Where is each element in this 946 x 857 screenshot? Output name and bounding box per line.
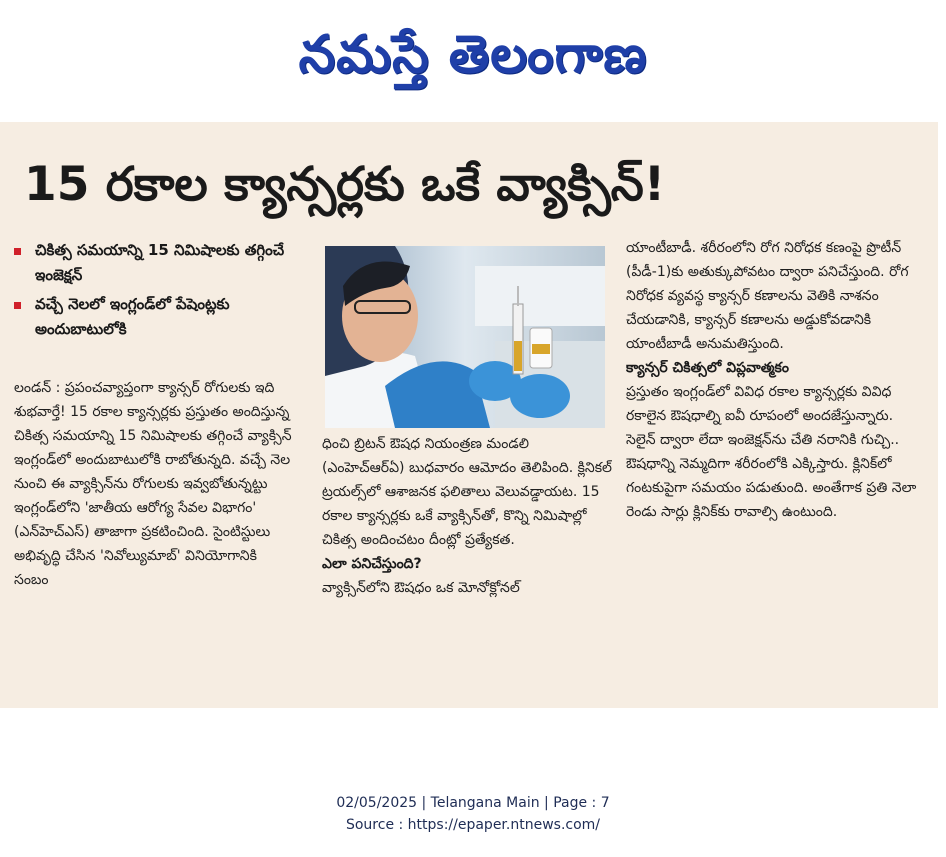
scientist-vaccine-photo (325, 246, 605, 428)
article-column-1 (14, 376, 292, 688)
bullet-item (14, 238, 312, 288)
red-square-bullet-icon (14, 302, 21, 309)
source-link[interactable]: Source : https://epaper.ntnews.com/ (345, 817, 601, 833)
page-footer (0, 792, 946, 836)
article-column-2 (322, 432, 612, 694)
bullet-item (14, 292, 312, 342)
article-clipping (0, 122, 938, 708)
bullet-text: చికిత్స సమయాన్ని 15 నిమిషాలకు తగ్గించే ఇంజెక్షన్ (35, 241, 285, 284)
article-photo (325, 246, 605, 428)
section-subhead: క్యాన్సర్ చికిత్సలో విప్లవాత్మకం (626, 360, 789, 376)
edition-info: 02/05/2025 | Telangana Main | Page : 7 (336, 795, 610, 811)
body-paragraph: యాంటీబాడీ. శరీరంలోని రోగ నిరోధక కణంపై ప్రొటీన్ (పీడీ-1)కు అతుక్కుపోవటం ద్వారా పనిచేస్తుంది. రోగ నిరోధక వ్యవస్థ క్యాన్సర్ కణాలను వెతికి నాశనం చేయడానికి, క్యాన్సర్ కణాలను అడ్డుకోవడానికి యాంటీబాడీ అనుమతిస్తుంది. (626, 240, 909, 352)
masthead (0, 0, 946, 122)
article-headline: 15 రకాల క్యాన్సర్లకు ఒకే వ్యాక్సిన్! (24, 157, 666, 212)
red-square-bullet-icon (14, 248, 21, 255)
body-paragraph: లండన్ : ప్రపంచవ్యాప్తంగా క్యాన్సర్ రోగులకు ఇది శుభవార్తే! 15 రకాల క్యాన్సర్లకు ప్రస్తుతం అందిస్తున్న చికిత్స సమయాన్ని 15 నిమిషాలకు తగ్గించే వ్యాక్సిన్ ఇంగ్లండ్‌లో అందుబాటులోకి రాబోతున్నది. వచ్చే నెల నుంచి ఈ వ్యాక్సిన్‌ను రోగులకు ఇవ్వబోతున్నట్టు ఇంగ్లండ్‌లోని 'జాతీయ ఆరోగ్య సేవల విభాగం' (ఎన్‌హెచ్‌ఎస్) తాజాగా ప్రకటించింది. సైంటిస్టులు అభివృద్ధి చేసిన 'నివోల్యుమాబ్' వినియోగానికి సంబం (14, 380, 292, 588)
body-paragraph: వ్యాక్సిన్‌లోని ఔషధం ఒక మోనోక్లోనల్ (322, 580, 520, 596)
bullet-text: వచ్చే నెలలో ఇంగ్లండ్‌లో పేషెంట్లకు అందుబాటులోకి (35, 295, 230, 338)
newspaper-logo: నమస్తే తెలంగాణ (298, 24, 648, 85)
body-paragraph: ప్రస్తుతం ఇంగ్లండ్‌లో వివిధ రకాల క్యాన్సర్లకు వివిధ రకాలైన ఔషధాల్ని ఐవీ రూపంలో అందజేస్తున్నారు. సెలైన్ ద్వారా లేదా ఇంజెక్షన్‌ను చేతి నరానికి గుచ్చి.. ఔషధాన్ని నెమ్మదిగా శరీరంలోకి ఎక్కిస్తారు. క్లినిక్‌లో గంటకుపైగా సమయం పడుతుంది. అంతేగాక ప్రతి నెలా రెండు సార్లు క్లినిక్‌కు రావాల్సి ఉంటుంది. (626, 384, 917, 520)
section-subhead: ఎలా పనిచేస్తుంది? (322, 556, 422, 572)
highlight-bullets (14, 238, 312, 346)
body-paragraph: ధించి బ్రిటన్ ఔషధ నియంత్రణ మండలి (ఎంహెచ్‌ఆర్‌ఏ) బుధవారం ఆమోదం తెలిపింది. క్లినికల్ ట్రయల్స్‌లో ఆశాజనక ఫలితాలు వెలువడ్డాయట. 15 రకాల క్యాన్సర్లకు ఒకే వ్యాక్సిన్‌తో, కొన్ని నిమిషాల్లో చికిత్స అందించటం దీంట్లో ప్రత్యేకత. (322, 436, 612, 548)
article-column-3 (626, 236, 922, 688)
